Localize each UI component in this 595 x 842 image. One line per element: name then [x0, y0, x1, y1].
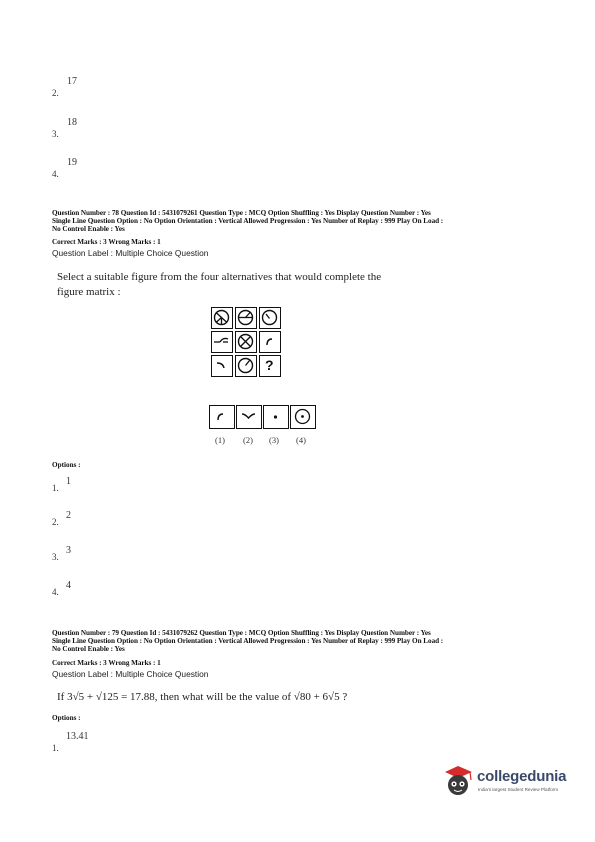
brand-name: collegedunia	[477, 768, 567, 785]
circle-hand-icon	[260, 308, 279, 327]
arc-down-icon	[212, 356, 231, 375]
question-79-marks: Correct Marks : 3 Wrong Marks : 1	[52, 659, 161, 667]
prev-option-4-value: 19	[67, 157, 77, 168]
matrix-cell-1-1	[211, 307, 233, 329]
q79-option-1-number: 1.	[52, 743, 59, 753]
answer-figure-2	[236, 405, 262, 429]
arc-corner-icon	[210, 406, 233, 427]
prev-option-3-number: 3.	[52, 129, 59, 139]
question-78-text	[57, 270, 497, 300]
circle-dot-icon	[291, 406, 314, 427]
matrix-cell-1-2	[235, 307, 257, 329]
answer-figure-3	[263, 405, 289, 429]
question-78-text-line1: Select a suitable figure from the four alternatives that would complete the	[57, 271, 382, 283]
q78-option-2-value: 2	[66, 510, 71, 521]
question-78-meta-line1: Question Number : 78 Question Id : 5431079261 Question Type : MCQ Option Shuffling : Yes Display Question Number : Yes	[52, 209, 431, 217]
question-78-meta-line2: Single Line Question Option : No Option Orientation : Vertical Allowed Progression : Yes Number of Replay : 999 Play On Load :	[52, 217, 444, 226]
q79-option-1-value: 13.41	[66, 731, 89, 742]
answer-label-4: (4)	[296, 435, 306, 445]
circle-needle-icon	[236, 356, 255, 375]
q78-option-2-number: 2.	[52, 517, 59, 527]
prev-option-4-number: 4.	[52, 169, 59, 179]
question-78-marks: Correct Marks : 3 Wrong Marks : 1	[52, 238, 161, 246]
q78-option-4-number: 4.	[52, 587, 59, 597]
circle-x-icon	[236, 332, 255, 351]
question-79-meta	[52, 629, 552, 654]
arc-corner-icon	[260, 332, 279, 351]
prev-option-3-value: 18	[67, 117, 77, 128]
question-79-text: If 3√5 + √125 = 17.88, then what will be the value of √80 + 6√5 ?	[57, 691, 348, 703]
question-79-label: Question Label : Multiple Choice Question	[52, 669, 209, 679]
dot-icon	[264, 406, 287, 427]
question-78-meta	[52, 209, 552, 234]
q78-option-3-value: 3	[66, 545, 71, 556]
q78-option-1-number: 1.	[52, 483, 59, 493]
q78-option-3-number: 3.	[52, 552, 59, 562]
question-78-meta-line3: No Control Enable : Yes	[52, 225, 125, 234]
matrix-cell-3-3	[259, 355, 281, 377]
collegedunia-watermark	[441, 763, 581, 803]
question-78-text-line2: figure matrix :	[57, 286, 121, 298]
question-79-meta-line2: Single Line Question Option : No Option Orientation : Vertical Allowed Progression : Yes Number of Replay : 999 Play On Load :	[52, 637, 444, 646]
matrix-cell-3-2	[235, 355, 257, 377]
answer-figure-4	[290, 405, 316, 429]
matrix-cell-2-1	[211, 331, 233, 353]
answer-label-2: (2)	[243, 435, 253, 445]
answer-label-1: (1)	[215, 435, 225, 445]
question-78-label: Question Label : Multiple Choice Question	[52, 248, 209, 258]
dash-arc-icon	[212, 332, 231, 351]
matrix-cell-1-3	[259, 307, 281, 329]
brand-tagline: India's largest Student Review Platform	[478, 787, 559, 792]
matrix-cell-3-1	[211, 355, 233, 377]
question-78-options-heading: Options :	[52, 461, 81, 469]
answer-figure-1	[209, 405, 235, 429]
matrix-cell-2-3	[259, 331, 281, 353]
matrix-cell-2-2	[235, 331, 257, 353]
answer-label-3: (3)	[269, 435, 279, 445]
question-79-meta-line3: No Control Enable : Yes	[52, 645, 125, 654]
question-79-meta-line1: Question Number : 79 Question Id : 5431079262 Question Type : MCQ Option Shuffling : Yes Display Question Number : Yes	[52, 629, 431, 637]
question-79-options-heading: Options :	[52, 714, 81, 722]
graduate-mascot-icon	[441, 763, 475, 801]
q78-option-1-value: 1	[66, 476, 71, 487]
prev-option-2-value: 17	[67, 76, 77, 87]
q78-option-4-value: 4	[66, 580, 71, 591]
prev-option-2-number: 2.	[52, 88, 59, 98]
circle-arrow-icon	[236, 308, 255, 327]
circle-cross-icon	[212, 308, 231, 327]
v-arc-icon	[237, 406, 260, 427]
question-mark: ?	[265, 357, 274, 373]
